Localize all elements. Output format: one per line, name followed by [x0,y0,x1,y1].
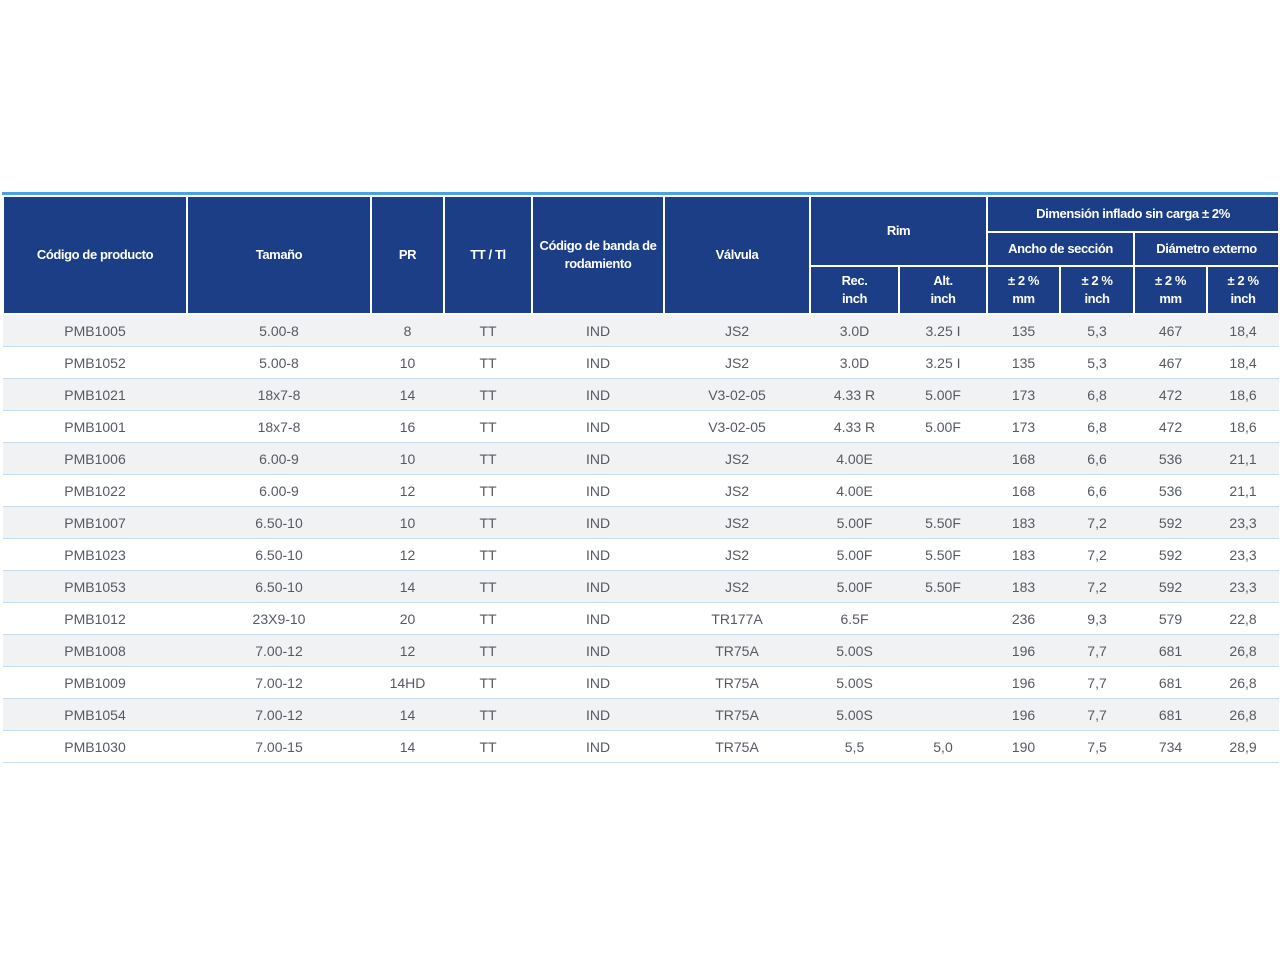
table-header [3,196,1279,314]
cell-diametro-mm: 536 [1134,475,1207,507]
header-diametro-mm [1134,266,1207,314]
cell-diametro-mm: 579 [1134,603,1207,635]
cell-tamano: 6.00-9 [187,443,371,475]
cell-rim-rec: 6.5F [810,603,899,635]
cell-rim-rec: 4.00E [810,475,899,507]
cell-ancho-inch: 9,3 [1060,603,1134,635]
cell-rim-rec: 3.0D [810,347,899,379]
cell-rim-alt [899,475,987,507]
cell-codigo: PMB1009 [3,667,187,699]
cell-valvula: V3-02-05 [664,411,810,443]
cell-tamano: 7.00-12 [187,699,371,731]
cell-ancho-inch: 7,2 [1060,507,1134,539]
cell-pr: 12 [371,475,444,507]
table-row [3,667,1279,699]
header-diametro: Diámetro externo [1134,232,1279,266]
cell-codigo: PMB1012 [3,603,187,635]
cell-valvula: TR75A [664,635,810,667]
cell-diametro-mm: 467 [1134,347,1207,379]
cell-banda: IND [532,314,664,347]
header-diametro-inch-line2: inch [1230,291,1256,306]
header-rim-rec [810,266,899,314]
cell-rim-alt: 3.25 I [899,314,987,347]
cell-valvula: V3-02-05 [664,379,810,411]
cell-pr: 14HD [371,667,444,699]
cell-banda: IND [532,699,664,731]
cell-codigo: PMB1006 [3,443,187,475]
cell-tt-tl: TT [444,379,532,411]
header-rim-alt-line1: Alt. [933,273,953,288]
cell-tt-tl: TT [444,635,532,667]
cell-tt-tl: TT [444,411,532,443]
cell-tamano: 5.00-8 [187,347,371,379]
cell-codigo: PMB1022 [3,475,187,507]
cell-diametro-mm: 734 [1134,731,1207,763]
cell-ancho-mm: 183 [987,571,1060,603]
cell-tamano: 7.00-15 [187,731,371,763]
header-dimension: Dimensión inflado sin carga ± 2% [987,196,1279,232]
cell-pr: 14 [371,699,444,731]
cell-banda: IND [532,443,664,475]
cell-ancho-mm: 173 [987,411,1060,443]
cell-rim-rec: 5.00S [810,667,899,699]
cell-ancho-inch: 6,6 [1060,475,1134,507]
cell-diametro-inch: 18,4 [1207,347,1279,379]
cell-tt-tl: TT [444,314,532,347]
tire-spec-table [2,195,1280,763]
cell-valvula: JS2 [664,539,810,571]
cell-valvula: TR75A [664,731,810,763]
cell-rim-rec: 4.00E [810,443,899,475]
cell-banda: IND [532,379,664,411]
cell-diametro-mm: 592 [1134,539,1207,571]
cell-valvula: TR75A [664,699,810,731]
header-rim-alt-line2: inch [930,291,956,306]
cell-ancho-inch: 7,2 [1060,571,1134,603]
cell-pr: 16 [371,411,444,443]
header-rim: Rim [810,196,987,266]
cell-pr: 14 [371,571,444,603]
cell-rim-alt [899,443,987,475]
cell-diametro-inch: 23,3 [1207,571,1279,603]
table-row [3,635,1279,667]
cell-diametro-mm: 592 [1134,507,1207,539]
cell-pr: 14 [371,379,444,411]
cell-diametro-inch: 21,1 [1207,443,1279,475]
table-row [3,314,1279,347]
cell-valvula: JS2 [664,314,810,347]
cell-ancho-mm: 196 [987,699,1060,731]
cell-diametro-mm: 472 [1134,411,1207,443]
cell-codigo: PMB1001 [3,411,187,443]
cell-valvula: TR177A [664,603,810,635]
cell-pr: 10 [371,507,444,539]
table-row [3,347,1279,379]
cell-diametro-inch: 26,8 [1207,667,1279,699]
table-row [3,379,1279,411]
cell-rim-alt [899,667,987,699]
cell-diametro-mm: 472 [1134,379,1207,411]
cell-banda: IND [532,603,664,635]
cell-tt-tl: TT [444,507,532,539]
spec-table-container [2,192,1278,763]
table-row [3,475,1279,507]
cell-ancho-mm: 168 [987,443,1060,475]
cell-rim-alt [899,699,987,731]
cell-diametro-inch: 18,6 [1207,379,1279,411]
cell-ancho-inch: 6,8 [1060,411,1134,443]
cell-ancho-inch: 7,7 [1060,635,1134,667]
cell-ancho-mm: 168 [987,475,1060,507]
header-banda-line1: Código de banda de [539,238,657,253]
cell-valvula: JS2 [664,507,810,539]
cell-ancho-inch: 7,2 [1060,539,1134,571]
cell-tamano: 18x7-8 [187,379,371,411]
cell-ancho-mm: 183 [987,507,1060,539]
header-ancho-inch-line1: ± 2 % [1081,273,1113,288]
cell-tt-tl: TT [444,731,532,763]
cell-pr: 20 [371,603,444,635]
table-row [3,699,1279,731]
cell-ancho-mm: 135 [987,347,1060,379]
cell-diametro-inch: 18,4 [1207,314,1279,347]
cell-rim-alt: 5.50F [899,539,987,571]
table-row [3,571,1279,603]
cell-banda: IND [532,539,664,571]
header-rim-rec-line2: inch [841,291,868,306]
header-diametro-mm-line2: mm [1159,291,1182,306]
header-rim-rec-line1: Rec. [841,273,868,288]
cell-rim-rec: 5.00F [810,507,899,539]
cell-valvula: TR75A [664,667,810,699]
cell-codigo: PMB1007 [3,507,187,539]
cell-banda: IND [532,347,664,379]
cell-pr: 8 [371,314,444,347]
cell-rim-alt: 5,0 [899,731,987,763]
cell-diametro-inch: 21,1 [1207,475,1279,507]
cell-banda: IND [532,507,664,539]
cell-codigo: PMB1021 [3,379,187,411]
cell-banda: IND [532,475,664,507]
cell-rim-alt: 3.25 I [899,347,987,379]
cell-diametro-inch: 26,8 [1207,635,1279,667]
cell-diametro-inch: 23,3 [1207,539,1279,571]
cell-ancho-mm: 135 [987,314,1060,347]
cell-valvula: JS2 [664,443,810,475]
header-ancho-inch [1060,266,1134,314]
header-pr: PR [371,196,444,314]
cell-codigo: PMB1052 [3,347,187,379]
cell-ancho-inch: 7,7 [1060,667,1134,699]
header-ancho-mm-line1: ± 2 % [1007,273,1040,288]
cell-ancho-inch: 7,7 [1060,699,1134,731]
cell-diametro-inch: 22,8 [1207,603,1279,635]
table-row [3,411,1279,443]
cell-tt-tl: TT [444,699,532,731]
cell-banda: IND [532,571,664,603]
cell-rim-alt: 5.00F [899,411,987,443]
cell-pr: 14 [371,731,444,763]
header-valvula: Válvula [664,196,810,314]
cell-rim-rec: 4.33 R [810,411,899,443]
cell-valvula: JS2 [664,571,810,603]
cell-tamano: 6.50-10 [187,571,371,603]
cell-tt-tl: TT [444,443,532,475]
cell-tamano: 5.00-8 [187,314,371,347]
cell-ancho-inch: 5,3 [1060,314,1134,347]
cell-diametro-mm: 681 [1134,699,1207,731]
cell-diametro-inch: 28,9 [1207,731,1279,763]
cell-diametro-mm: 536 [1134,443,1207,475]
cell-diametro-mm: 681 [1134,635,1207,667]
table-row [3,443,1279,475]
cell-diametro-mm: 592 [1134,571,1207,603]
cell-ancho-mm: 173 [987,379,1060,411]
cell-tt-tl: TT [444,347,532,379]
cell-tamano: 18x7-8 [187,411,371,443]
cell-rim-rec: 4.33 R [810,379,899,411]
cell-codigo: PMB1023 [3,539,187,571]
header-rim-alt [899,266,987,314]
cell-tt-tl: TT [444,603,532,635]
cell-tamano: 6.50-10 [187,507,371,539]
header-codigo: Código de producto [3,196,187,314]
cell-rim-rec: 3.0D [810,314,899,347]
cell-banda: IND [532,635,664,667]
cell-tamano: 6.00-9 [187,475,371,507]
cell-tamano: 6.50-10 [187,539,371,571]
header-diametro-inch [1207,266,1279,314]
cell-rim-rec: 5.00S [810,699,899,731]
cell-codigo: PMB1008 [3,635,187,667]
cell-ancho-inch: 5,3 [1060,347,1134,379]
cell-ancho-mm: 196 [987,635,1060,667]
cell-valvula: JS2 [664,347,810,379]
cell-rim-rec: 5.00F [810,571,899,603]
cell-banda: IND [532,411,664,443]
cell-diametro-inch: 23,3 [1207,507,1279,539]
header-tt-tl: TT / Tl [444,196,532,314]
cell-rim-alt [899,603,987,635]
cell-ancho-inch: 7,5 [1060,731,1134,763]
cell-pr: 12 [371,539,444,571]
header-diametro-mm-line1: ± 2 % [1154,273,1187,288]
header-ancho-inch-line2: inch [1084,291,1110,306]
cell-rim-rec: 5.00F [810,539,899,571]
header-banda-line2: rodamiento [564,256,632,271]
cell-tt-tl: TT [444,539,532,571]
cell-ancho-mm: 196 [987,667,1060,699]
cell-codigo: PMB1030 [3,731,187,763]
cell-pr: 10 [371,443,444,475]
cell-tt-tl: TT [444,571,532,603]
cell-rim-rec: 5.00S [810,635,899,667]
cell-ancho-mm: 190 [987,731,1060,763]
cell-tt-tl: TT [444,475,532,507]
cell-tamano: 7.00-12 [187,667,371,699]
cell-ancho-mm: 183 [987,539,1060,571]
cell-rim-rec: 5,5 [810,731,899,763]
header-ancho: Ancho de sección [987,232,1134,266]
cell-codigo: PMB1054 [3,699,187,731]
table-body [3,314,1279,763]
cell-tamano: 7.00-12 [187,635,371,667]
cell-rim-alt [899,635,987,667]
cell-ancho-mm: 236 [987,603,1060,635]
table-row [3,507,1279,539]
cell-rim-alt: 5.50F [899,571,987,603]
cell-diametro-mm: 467 [1134,314,1207,347]
cell-rim-alt: 5.00F [899,379,987,411]
table-row [3,603,1279,635]
table-row [3,539,1279,571]
cell-valvula: JS2 [664,475,810,507]
cell-banda: IND [532,667,664,699]
cell-pr: 12 [371,635,444,667]
table-row [3,731,1279,763]
cell-ancho-inch: 6,6 [1060,443,1134,475]
header-ancho-mm-line2: mm [1012,291,1035,306]
cell-tamano: 23X9-10 [187,603,371,635]
cell-rim-alt: 5.50F [899,507,987,539]
cell-diametro-inch: 26,8 [1207,699,1279,731]
cell-codigo: PMB1005 [3,314,187,347]
header-tamano: Tamaño [187,196,371,314]
header-diametro-inch-line1: ± 2 % [1227,273,1259,288]
cell-tt-tl: TT [444,667,532,699]
cell-pr: 10 [371,347,444,379]
cell-codigo: PMB1053 [3,571,187,603]
header-banda [532,196,664,314]
cell-diametro-inch: 18,6 [1207,411,1279,443]
header-ancho-mm [987,266,1060,314]
cell-ancho-inch: 6,8 [1060,379,1134,411]
cell-banda: IND [532,731,664,763]
cell-diametro-mm: 681 [1134,667,1207,699]
